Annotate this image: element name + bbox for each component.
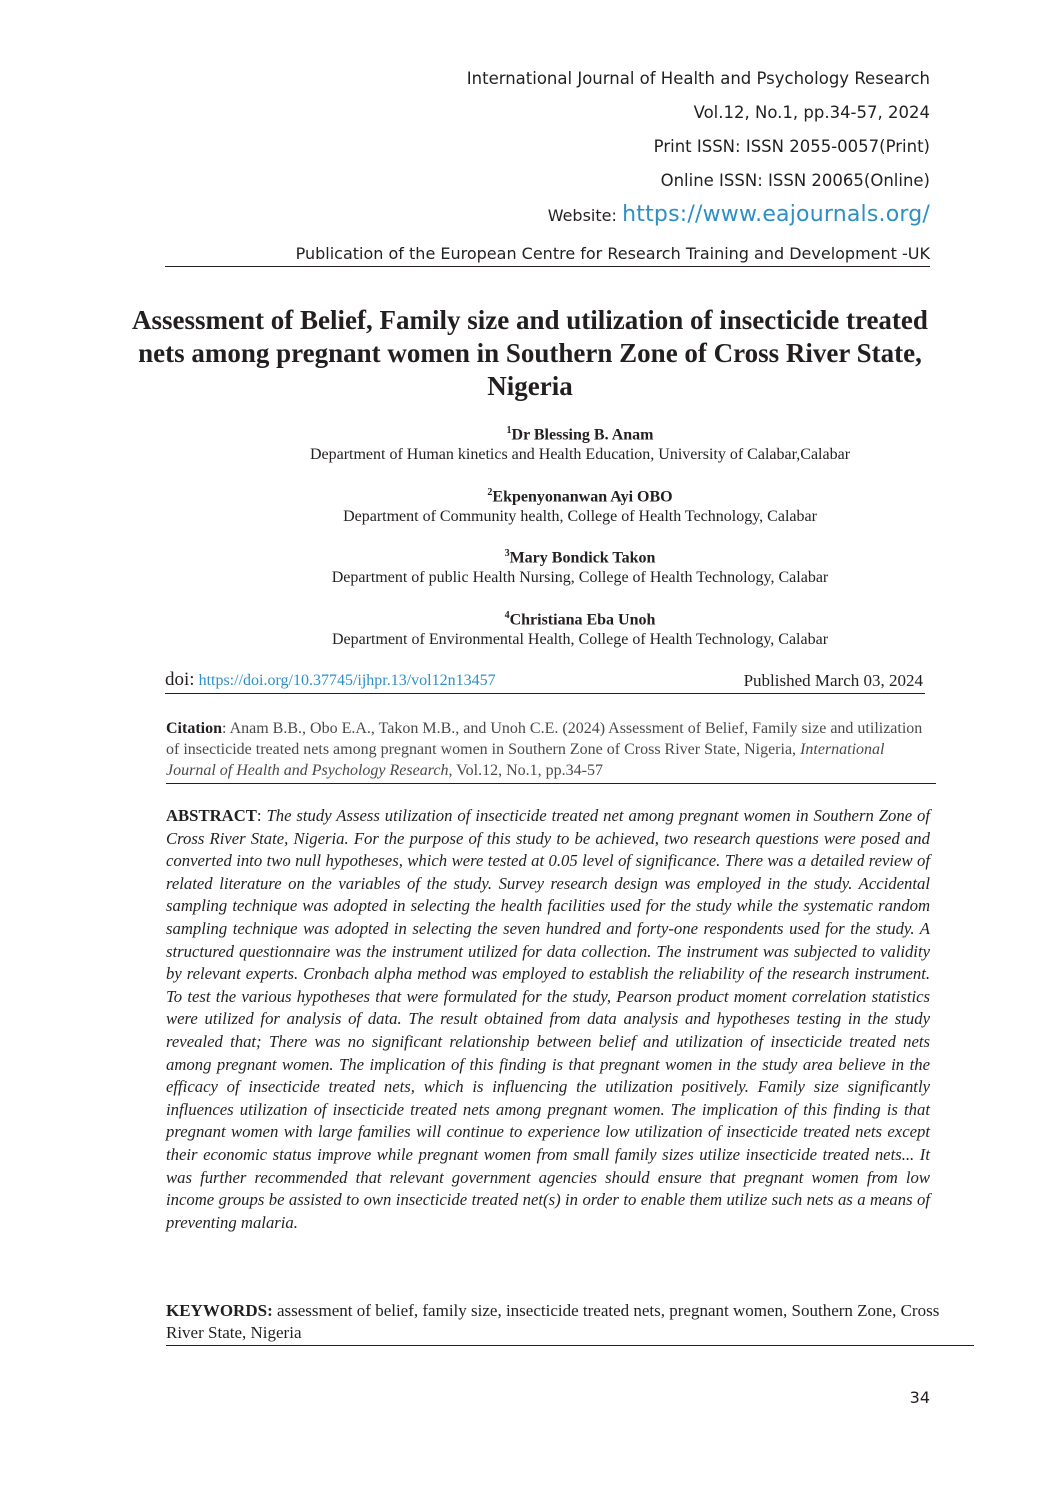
author-affiliation: Department of Community health, College of Health Technology, Calabar: [343, 508, 817, 526]
journal-name: International Journal of Health and Psychology Research: [466, 69, 930, 88]
journal-header: [467, 62, 930, 233]
author-affiliation: Department of public Health Nursing, College of Health Technology, Calabar: [331, 569, 829, 587]
author-affiliation: Department of Environmental Health, College of Health Technology, Calabar: [331, 631, 829, 649]
author-block-2: [130, 483, 1030, 527]
doi-row: [165, 669, 925, 694]
citation-journal: International Journal of Health and Psychology Research: [166, 741, 885, 779]
print-issn: Print ISSN: ISSN 2055-0057(Print): [653, 137, 930, 156]
published-date: Published March 03, 2024: [743, 671, 923, 690]
author-name: $^4$Christiana Eba Unoh: [504, 610, 656, 629]
author-block-1: [130, 421, 1030, 465]
citation-label: Citation: [166, 720, 222, 737]
author-name: $^2$Ekpenyonanwan Ayi OBO: [487, 487, 673, 506]
author-block-4: [130, 606, 1030, 650]
publisher-line: Publication of the European Centre for Research Training and Development -UK: [165, 244, 930, 267]
author-name: $^3$Mary Bondick Takon: [504, 548, 656, 567]
paper-title: Assessment of Belief, Family size and utilization of insecticide treated nets among pregnant women in Southern Zone of Cross River State, Nigeria: [132, 305, 928, 401]
citation: Citation: Anam B.B., Obo E.A., Takon M.B., and Unoh C.E. (2024) Assessment of Belief, Family size and utilization of insecticide treated nets among pregnant women in Southern Zone of Cross River State, Nigeria, International Journal of Health and Psychology Research, Vol.12, No.1, pp.34-57: [166, 718, 936, 784]
website-link[interactable]: https://www.eajournals.org/: [622, 202, 930, 227]
page-number: 34: [909, 1388, 930, 1407]
author-affiliation: Department of Human kinetics and Health Education, University of Calabar,Calabar: [309, 446, 851, 464]
keywords: [166, 1300, 974, 1346]
author-block-3: [130, 544, 1030, 588]
abstract-text: The study Assess utilization of insecticide treated net among pregnant women in Southern Zone of Cross River State, Nigeria. For the purpose of this study to be achieved, two research questions were posed and converted into two null hypotheses, which were tested at 0.05 level of significance. There was a detailed review of related literature on the variables of the study. Survey research design was employed in the study. Accidental sampling technique was adopted in selecting the health facilities used for the study while the systematic random sampling technique was adopted in selecting the seven hundred and forty-one respondents used for the study. A structured questionnaire was the instrument utilized for data collection. The instrument was subjected to validity by relevant experts. Cronbach alpha method was employed to establish the reliability of the research instrument. To test the various hypotheses that were formulated for the study, Pearson product moment correlation statistics were utilized for analysis of data. The result obtained from data analysis and hypotheses testing in the study revealed that; There was no significant relationship between belief and utilization of insecticide treated nets among pregnant women. The implication of this finding is that pregnant women in the study area believe in the efficacy of insecticide treated nets, which is influencing the utilization positively. Family size significantly influences utilization of insecticide treated nets among pregnant women. The implication of this finding is that pregnant women with large families will continue to experience low utilization of insecticide treated nets except their economic status improve while pregnant women from small family sizes utilize insecticide treated nets... It was further recommended that relevant government agencies should ensure that pregnant women from low income groups be assisted to own insecticide treated net(s) in order to enable them utilize such nets as a means of preventing malaria.: [166, 806, 931, 1232]
volume-info: Vol.12, No.1, pp.34-57, 2024: [693, 103, 930, 122]
author-name: $^1$Dr Blessing B. Anam: [506, 425, 654, 444]
online-issn: Online ISSN: ISSN 20065(Online): [660, 171, 930, 190]
abstract-label: ABSTRACT: [166, 806, 257, 825]
doi-label: doi:: [165, 669, 195, 690]
keywords-text: assessment of belief, family size, insecticide treated nets, pregnant women, Southern Zone, Cross River State, Nigeria: [166, 1301, 940, 1342]
abstract: ABSTRACT: The study Assess utilization of insecticide treated net among pregnant women in Southern Zone of Cross River State, Nigeria. For the purpose of this study to be achieved, two research questions were posed and converted into two null hypotheses, which were tested at 0.05 level of significance. There was a detailed review of related literature on the variables of the study. Survey research design was employed in the study. Accidental sampling technique was adopted in selecting the health facilities used for the study while the systematic random sampling technique was adopted in selecting the seven hundred and forty-one respondents used for the study. A structured questionnaire was the instrument utilized for data collection. The instrument was subjected to validity by relevant experts. Cronbach alpha method was employed to establish the reliability of the research instrument. To test the various hypotheses that were formulated for the study, Pearson product moment correlation statistics were utilized for analysis of data. The result obtained from data analysis and hypotheses testing in the study revealed that; There was no significant relationship between belief and utilization of insecticide treated nets among pregnant women. The implication of this finding is that pregnant women in the study area believe in the efficacy of insecticide treated nets, which is influencing the utilization positively. Family size significantly influences utilization of insecticide treated nets among pregnant women. The implication of this finding is that pregnant women with large families will continue to experience low utilization of insecticide treated nets except their economic status improve while pregnant women from small family sizes utilize insecticide treated nets... It was further recommended that relevant government agencies should ensure that pregnant women from low income groups be assisted to own insecticide treated net(s) in order to enable them utilize such nets as a means of preventing malaria.: [166, 806, 931, 1232]
keywords-label: KEYWORDS:: [166, 1301, 273, 1320]
website-line: [467, 198, 930, 233]
doi-link[interactable]: https://doi.org/10.37745/ijhpr.13/vol12n13457: [198, 672, 496, 689]
website-label: Website:: [547, 206, 617, 225]
